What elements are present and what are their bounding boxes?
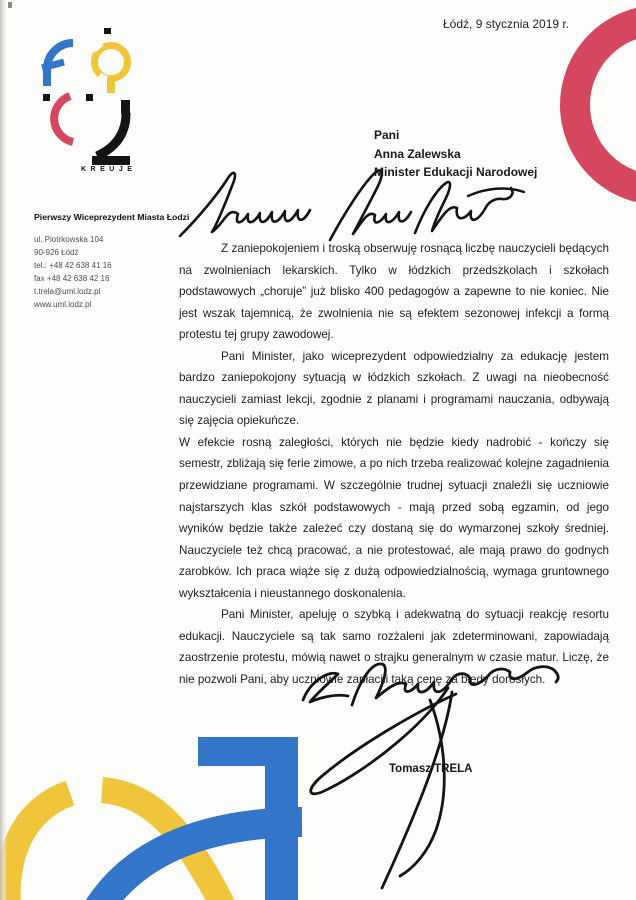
paragraph-4: Pani Minister, apeluję o szybką i adekwatną do sytuacji reakcję resortu edukacji. Nauczyciele są tak samo rozżaleni jak zdeterminowani, zapowiadają zaostrzenie protestu, mówią nawet o strajku generalnym w czasie matur. Liczę, że nie pozwoli Pani, aby uczniowie zapłacili taką cenę za błędy dorosłych. [179, 608, 609, 686]
scan-edge-shadow [0, 0, 7, 900]
sender-street: ul. Piotrkowska 104 [34, 235, 104, 244]
recipient-name: Anna Zalewska [374, 146, 461, 161]
handwritten-signature [290, 652, 575, 898]
sender-title: Pierwszy Wiceprezydent Miasta Łodzi [34, 212, 190, 222]
recipient-title: Minister Edukacji Narodowej [374, 165, 538, 179]
letter-body [179, 238, 609, 690]
signer-name: Tomasz TRELA [389, 763, 473, 775]
scan-speck [8, 2, 12, 8]
paragraph-3: W efekcie rosną zaległości, których nie będzie kiedy nadrobić - kończy się semestr, zbliżają się ferie zimowe, a po nich trzeba realizować kolejne zagadnienia przewidziane programami. W szczególnie trudnej sytuacji znaleźli się uczniowie najstarszych klas szkół podstawowych - mają przed sobą egzamin, od jego wyników będzie także zależeć czy dostaną się do wymarzonej szkoły średniej. Nauczyciele też chcą pracować, a nie protestować, ale mają prawo do godnych zarobków. Ich praca wiąże się z dużą odpowiedzialnością, wymaga gruntownego wykształcenia i nieustannego doskonalenia. [179, 435, 609, 600]
letter-date: Łódź, 9 stycznia 2019 r. [443, 17, 570, 31]
lodz-logo-icon [40, 25, 135, 165]
sender-block [34, 212, 190, 311]
logo-caption: KREUJE [81, 166, 137, 173]
handwritten-salutation [168, 166, 533, 246]
sender-fax: fax +48 42 638 42 16 [34, 274, 110, 283]
paragraph-1: Z zaniepokojeniem i troską obserwuję rosnącą liczbę nauczycieli będących na zwolnieniach lekarskich. Tylko w łódzkich przedszkolach i szkołach podstawowych „choruje” już blisko 400 pedagogów a zapewne to nie koniec. Nie jest wszak tajemnicą, że zwolnienia nie są efektem sezonowej infekcji a formą protestu tej grupy zawodowej. [179, 242, 609, 342]
paragraph-2: Pani Minister, jako wiceprezydent odpowiedzialny za edukację jestem bardzo zaniepokojony sytuacją w łódzkich szkołach. Z uwagi na nieobecność nauczycieli zamiast lekcji, zgodnie z planami i programami nauczania, odbywają się zajęcia opiekuńcze. [179, 349, 609, 428]
sender-phone: tel.: +48 42 638 41 16 [34, 261, 112, 270]
sender-city: 90-926 Łódź [34, 248, 79, 257]
sender-website: www.uml.lodz.pl [34, 300, 92, 309]
sender-email: t.trela@uml.lodz.pl [34, 287, 101, 296]
lodz-kreuje-logo [40, 25, 135, 180]
recipient-salutation: Pani [374, 128, 400, 142]
